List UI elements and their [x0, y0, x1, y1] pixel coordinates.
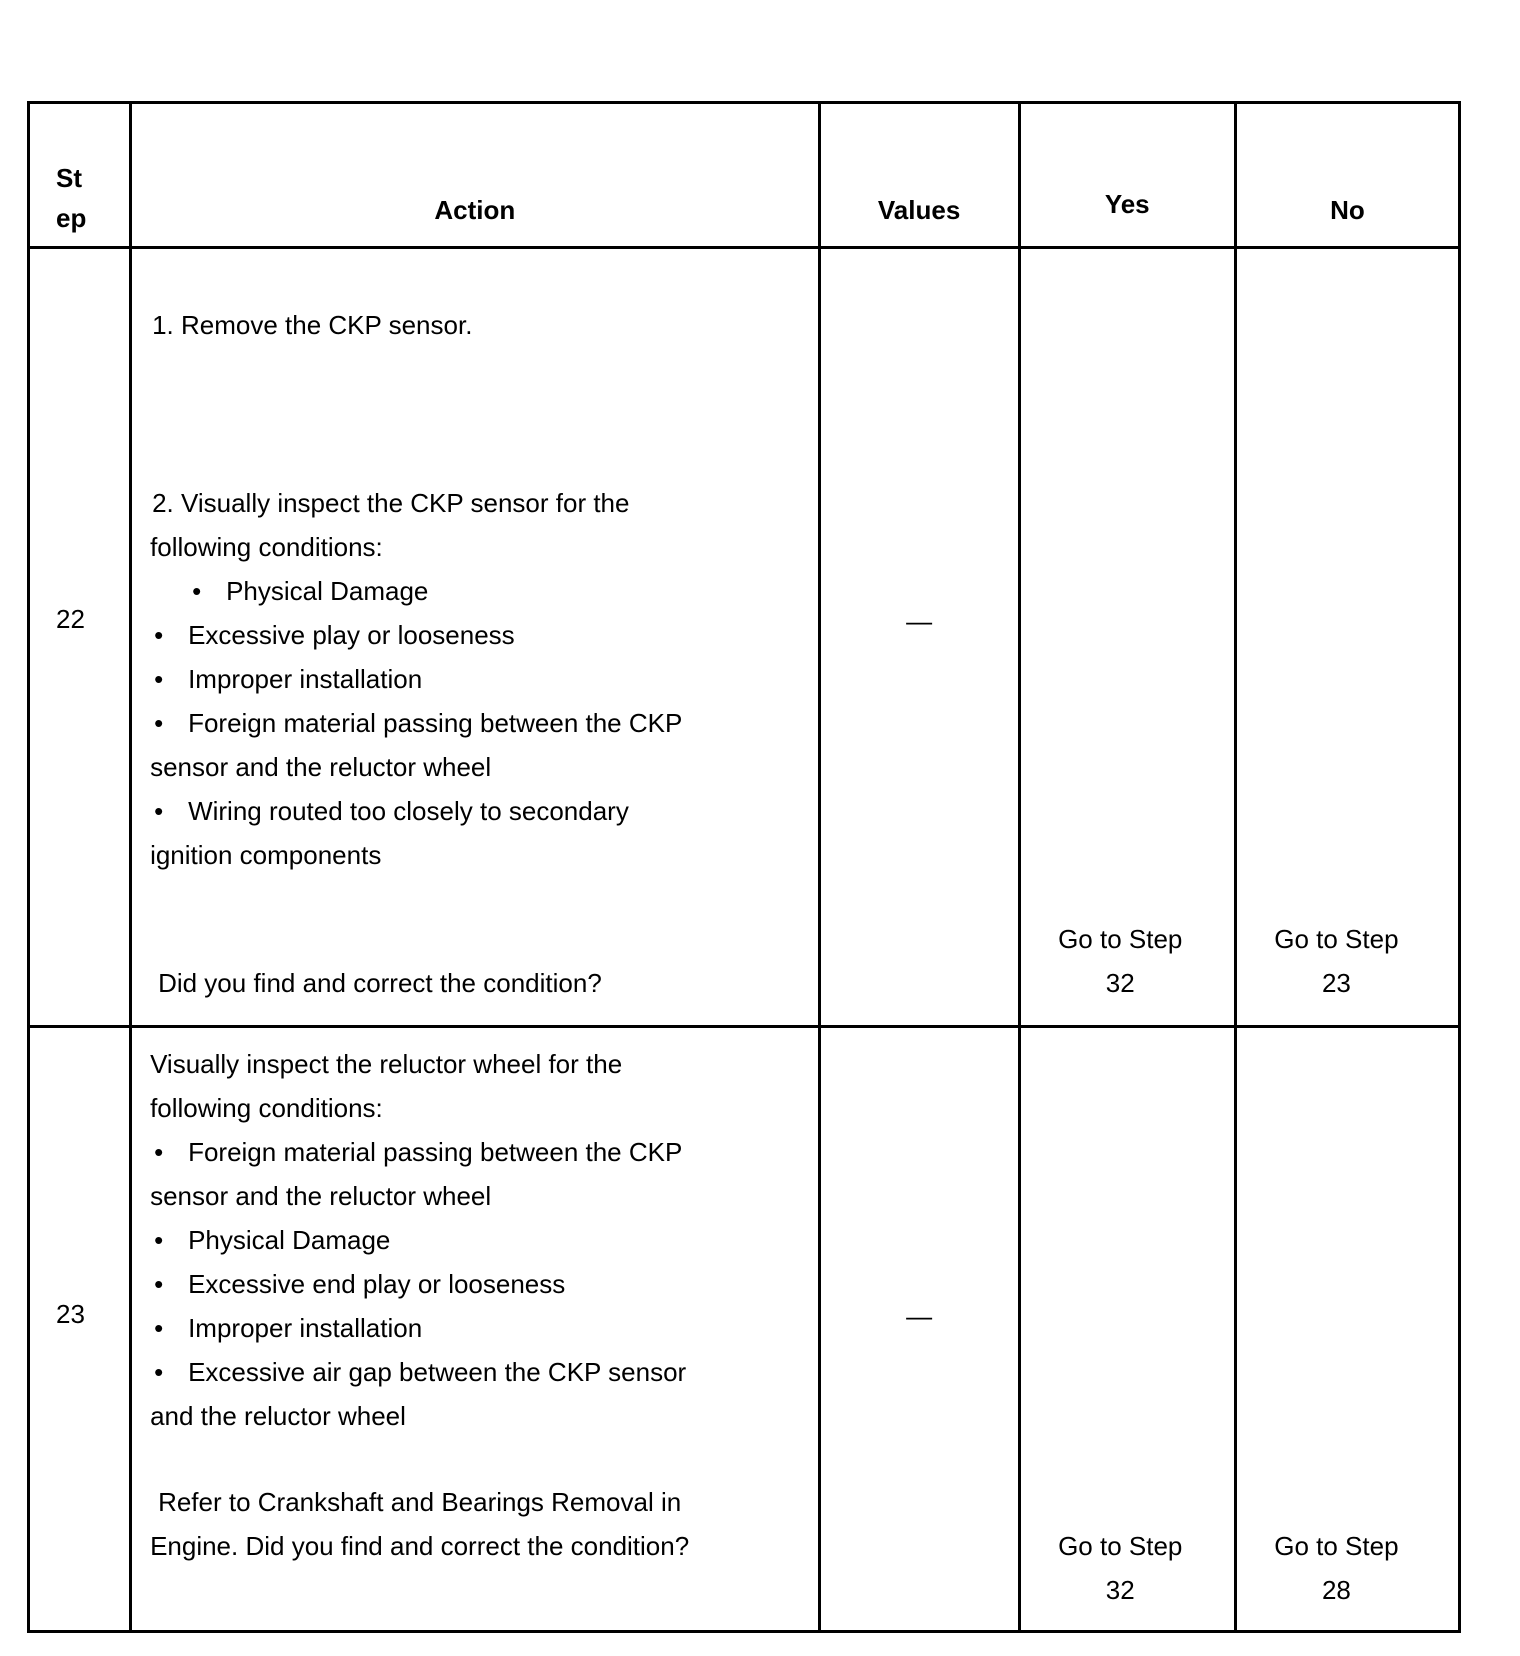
header-action — [131, 103, 819, 248]
action-cell — [131, 248, 819, 1027]
header-no-label: No — [1330, 195, 1365, 225]
diagnostic-table — [27, 101, 1461, 1633]
yes-goto-step: 32 — [1105, 1575, 1135, 1605]
yes-goto — [1021, 1524, 1234, 1612]
values-cell — [819, 248, 1019, 1027]
bullet-text: Improper installation — [188, 1313, 423, 1343]
bullet-glyph: • — [154, 1225, 164, 1255]
header-row — [29, 103, 1460, 248]
values-cell — [819, 1027, 1019, 1632]
yes-goto-step: 32 — [1105, 968, 1135, 998]
action-item-1: 1. Remove the CKP sensor. — [152, 310, 473, 340]
bullet-text: Physical Damage — [188, 1225, 391, 1255]
step-cell — [29, 248, 131, 1027]
action-question-line1: Refer to Crankshaft and Bearings Removal in — [158, 1487, 682, 1517]
table-row — [29, 1027, 1460, 1632]
no-goto-label: Go to Step — [1274, 1531, 1399, 1561]
yes-cell — [1019, 1027, 1235, 1632]
bullet-glyph: • — [154, 1357, 164, 1387]
bullet-glyph: • — [154, 796, 164, 826]
table-row — [29, 248, 1460, 1027]
list-item — [150, 1306, 422, 1350]
no-goto-step: 23 — [1321, 968, 1351, 998]
list-item — [150, 1350, 686, 1394]
header-action-label: Action — [434, 195, 516, 225]
list-item — [150, 1218, 390, 1262]
list-item — [150, 657, 422, 701]
header-step-line2: ep — [56, 203, 87, 233]
list-item — [150, 1262, 565, 1306]
bullet-glyph: • — [154, 708, 164, 738]
bullet-continuation: sensor and the reluctor wheel — [150, 1181, 492, 1211]
yes-goto-label: Go to Step — [1058, 924, 1183, 954]
header-yes-label: Yes — [1104, 189, 1150, 219]
action-cell — [131, 1027, 819, 1632]
header-yes — [1019, 103, 1235, 248]
bullet-text: Improper installation — [188, 664, 423, 694]
header-step-line1: St — [56, 163, 82, 193]
bullet-glyph: • — [154, 620, 164, 650]
bullet-continuation: and the reluctor wheel — [150, 1401, 406, 1431]
bullet-continuation: sensor and the reluctor wheel — [150, 752, 492, 782]
yes-goto — [1021, 917, 1234, 1005]
values-dash: — — [906, 1301, 933, 1331]
bullet-glyph: • — [154, 664, 164, 694]
list-item — [150, 1130, 682, 1174]
no-goto-label: Go to Step — [1274, 924, 1399, 954]
bullet-text: Excessive air gap between the CKP sensor — [188, 1357, 687, 1387]
bullet-text: Foreign material passing between the CKP — [188, 1137, 683, 1167]
no-goto — [1237, 1524, 1458, 1612]
step-cell — [29, 1027, 131, 1632]
bullet-glyph: • — [192, 576, 202, 606]
list-item — [150, 789, 629, 833]
header-values — [819, 103, 1019, 248]
bullet-glyph: • — [154, 1269, 164, 1299]
values-dash: — — [906, 606, 933, 636]
bullet-text: Wiring routed too closely to secondary — [188, 796, 629, 826]
action-intro-line2: following conditions: — [150, 1093, 383, 1123]
no-goto-step: 28 — [1321, 1575, 1351, 1605]
header-no — [1235, 103, 1459, 248]
action-question: Did you find and correct the condition? — [158, 968, 602, 998]
bullet-text: Physical Damage — [226, 576, 429, 606]
bullet-text: Excessive play or looseness — [188, 620, 515, 650]
step-number: 23 — [56, 1299, 85, 1329]
header-step — [29, 103, 131, 248]
list-item — [150, 613, 515, 657]
step-number: 22 — [56, 604, 85, 634]
list-item — [188, 569, 428, 613]
bullet-text: Excessive end play or looseness — [188, 1269, 566, 1299]
yes-goto-label: Go to Step — [1058, 1531, 1183, 1561]
yes-cell — [1019, 248, 1235, 1027]
action-item-2-line2: following conditions: — [150, 532, 383, 562]
action-question-line2: Engine. Did you find and correct the condition? — [150, 1531, 690, 1561]
header-values-label: Values — [877, 195, 961, 225]
action-intro-line1: Visually inspect the reluctor wheel for the — [150, 1049, 623, 1079]
bullet-continuation: ignition components — [150, 840, 382, 870]
bullet-glyph: • — [154, 1137, 164, 1167]
no-cell — [1235, 1027, 1459, 1632]
bullet-text: Foreign material passing between the CKP — [188, 708, 683, 738]
action-item-2-line1: 2. Visually inspect the CKP sensor for the — [152, 488, 630, 518]
no-cell — [1235, 248, 1459, 1027]
bullet-glyph: • — [154, 1313, 164, 1343]
list-item — [150, 701, 682, 745]
no-goto — [1237, 917, 1458, 1005]
